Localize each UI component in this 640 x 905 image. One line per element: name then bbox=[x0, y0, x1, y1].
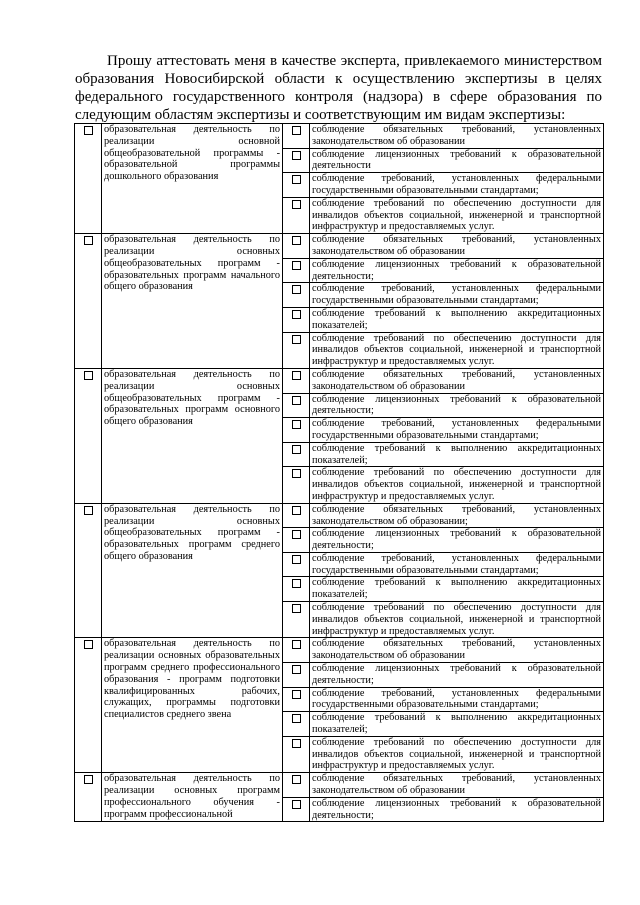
expertise-checkbox[interactable] bbox=[292, 604, 301, 613]
expertise-checkbox[interactable] bbox=[292, 469, 301, 478]
area-label: образовательная деятельность по реализации основных образовательных программ среднего профессионального образования - программ подготовки квалифицированных рабочих, служащих, программы подготовки специалистов среднего звена bbox=[104, 638, 280, 721]
expertise-checkbox[interactable] bbox=[292, 800, 301, 809]
expertise-checkbox[interactable] bbox=[292, 665, 301, 674]
expertise-label: соблюдение обязательных требований, установленных законодательством об образовании bbox=[310, 773, 604, 798]
request-text: Прошу аттестовать меня в качестве эксперта, привлекаемого министерством образования Новосибирской области к осуществлению экспертизы в целях федерального государственного контроля (надзора) в сфере образования по следующим областям экспертизы и соответствующим им видам экспертизы: bbox=[75, 53, 602, 123]
expertise-checkbox-cell bbox=[283, 258, 310, 283]
expertise-row bbox=[75, 638, 604, 663]
area-label: образовательная деятельность по реализации основных общеобразовательных программ - образовательных программ среднего общего образования bbox=[104, 503, 280, 562]
expertise-label: соблюдение лицензионных требований к образовательной деятельности; bbox=[310, 797, 604, 822]
expertise-checkbox[interactable] bbox=[292, 555, 301, 564]
area-cell bbox=[102, 638, 283, 773]
expertise-checkbox-cell bbox=[283, 638, 310, 663]
expertise-areas-table bbox=[74, 123, 604, 822]
expertise-label: соблюдение требований к выполнению аккредитационных показателей; bbox=[310, 307, 604, 332]
area-checkbox-cell bbox=[75, 638, 102, 773]
area-label: образовательная деятельность по реализации основных общеобразовательных программ - образовательных программ начального общего образования bbox=[104, 234, 280, 293]
expertise-checkbox-cell bbox=[283, 173, 310, 198]
area-checkbox[interactable] bbox=[84, 236, 93, 245]
expertise-checkbox-cell bbox=[283, 552, 310, 577]
expertise-checkbox[interactable] bbox=[292, 151, 301, 160]
expertise-checkbox-cell bbox=[283, 602, 310, 638]
expertise-checkbox-cell bbox=[283, 577, 310, 602]
expertise-label: соблюдение требований по обеспечению доступности для инвалидов объектов социальной, инженерной и транспортной инфраструктур и предоставляемых услуг. bbox=[310, 736, 604, 772]
expertise-checkbox-cell bbox=[283, 197, 310, 233]
expertise-checkbox-cell bbox=[283, 736, 310, 772]
expertise-checkbox-cell bbox=[283, 712, 310, 737]
expertise-checkbox[interactable] bbox=[292, 285, 301, 294]
expertise-checkbox[interactable] bbox=[292, 335, 301, 344]
expertise-label: соблюдение обязательных требований, установленных законодательством об образовании bbox=[310, 234, 604, 259]
expertise-label: соблюдение требований к выполнению аккредитационных показателей; bbox=[310, 712, 604, 737]
expertise-row bbox=[75, 773, 604, 798]
expertise-checkbox[interactable] bbox=[292, 261, 301, 270]
area-cell bbox=[102, 234, 283, 369]
expertise-checkbox[interactable] bbox=[292, 506, 301, 515]
area-cell bbox=[102, 124, 283, 234]
expertise-row bbox=[75, 368, 604, 393]
area-cell bbox=[102, 773, 283, 822]
expertise-checkbox[interactable] bbox=[292, 690, 301, 699]
expertise-checkbox[interactable] bbox=[292, 420, 301, 429]
expertise-checkbox-cell bbox=[283, 663, 310, 688]
area-checkbox-cell bbox=[75, 773, 102, 822]
expertise-row bbox=[75, 234, 604, 259]
expertise-label: соблюдение требований, установленных федеральными государственными образовательными стандартами; bbox=[310, 283, 604, 308]
expertise-checkbox[interactable] bbox=[292, 396, 301, 405]
expertise-label: соблюдение требований по обеспечению доступности для инвалидов объектов социальной, инженерной и транспортной инфраструктур и предоставляемых услуг. bbox=[310, 467, 604, 503]
expertise-checkbox[interactable] bbox=[292, 530, 301, 539]
expertise-label: соблюдение обязательных требований, установленных законодательством об образовании; bbox=[310, 503, 604, 528]
expertise-checkbox-cell bbox=[283, 332, 310, 368]
expertise-checkbox[interactable] bbox=[292, 445, 301, 454]
expertise-label: соблюдение обязательных требований, установленных законодательством об образовании bbox=[310, 124, 604, 149]
area-checkbox-cell bbox=[75, 124, 102, 234]
expertise-checkbox-cell bbox=[283, 148, 310, 173]
area-cell bbox=[102, 368, 283, 503]
expertise-label: соблюдение требований, установленных федеральными государственными образовательными стандартами; bbox=[310, 418, 604, 443]
expertise-checkbox[interactable] bbox=[292, 310, 301, 319]
area-label: образовательная деятельность по реализации основных общеобразовательных программ - образовательных программ основного общего образования bbox=[104, 368, 280, 428]
expertise-row bbox=[75, 124, 604, 149]
area-cell bbox=[102, 503, 283, 638]
area-checkbox[interactable] bbox=[84, 126, 93, 135]
expertise-label: соблюдение обязательных требований, установленных законодательством об образовании bbox=[310, 368, 604, 393]
expertise-label: соблюдение требований, установленных федеральными государственными образовательными стандартами; bbox=[310, 552, 604, 577]
expertise-checkbox[interactable] bbox=[292, 371, 301, 380]
expertise-checkbox-cell bbox=[283, 687, 310, 712]
expertise-checkbox[interactable] bbox=[292, 739, 301, 748]
expertise-checkbox[interactable] bbox=[292, 714, 301, 723]
expertise-checkbox-cell bbox=[283, 467, 310, 503]
expertise-checkbox[interactable] bbox=[292, 640, 301, 649]
expertise-checkbox-cell bbox=[283, 393, 310, 418]
expertise-label: соблюдение требований по обеспечению доступности для инвалидов объектов социальной, инженерной и транспортной инфраструктур и предоставляемых услуг. bbox=[310, 197, 604, 233]
expertise-label: соблюдение лицензионных требований к образовательной деятельности; bbox=[310, 663, 604, 688]
expertise-label: соблюдение требований к выполнению аккредитационных показателей; bbox=[310, 442, 604, 467]
expertise-label: соблюдение обязательных требований, установленных законодательством об образовании bbox=[310, 638, 604, 663]
expertise-label: соблюдение требований, установленных федеральными государственными образовательными стандартами; bbox=[310, 687, 604, 712]
request-paragraph bbox=[75, 52, 602, 124]
expertise-checkbox-cell bbox=[283, 368, 310, 393]
expertise-checkbox-cell bbox=[283, 528, 310, 553]
expertise-checkbox-cell bbox=[283, 773, 310, 798]
expertise-label: соблюдение требований к выполнению аккредитационных показателей; bbox=[310, 577, 604, 602]
expertise-label: соблюдение требований, установленных федеральными государственными образовательными стандартами; bbox=[310, 173, 604, 198]
area-checkbox-cell bbox=[75, 368, 102, 503]
expertise-checkbox-cell bbox=[283, 307, 310, 332]
expertise-checkbox-cell bbox=[283, 442, 310, 467]
area-checkbox-cell bbox=[75, 503, 102, 638]
expertise-label: соблюдение лицензионных требований к образовательной деятельности; bbox=[310, 258, 604, 283]
expertise-label: соблюдение лицензионных требований к образовательной деятельности; bbox=[310, 393, 604, 418]
expertise-label: соблюдение требований по обеспечению доступности для инвалидов объектов социальной, инженерной и транспортной инфраструктур и предоставляемых услуг. bbox=[310, 602, 604, 638]
expertise-label: соблюдение требований по обеспечению доступности для инвалидов объектов социальной, инженерной и транспортной инфраструктур и предоставляемых услуг. bbox=[310, 332, 604, 368]
expertise-checkbox-cell bbox=[283, 283, 310, 308]
area-checkbox[interactable] bbox=[84, 775, 93, 784]
area-label: образовательная деятельность по реализации основных программ профессионального обучения - программ профессиональной bbox=[104, 773, 280, 820]
expertise-checkbox[interactable] bbox=[292, 579, 301, 588]
expertise-checkbox-cell bbox=[283, 418, 310, 443]
area-label: образовательная деятельность по реализации основной общеобразовательной программы - образовательной программы дошкольного образования bbox=[104, 124, 280, 183]
expertise-checkbox[interactable] bbox=[292, 236, 301, 245]
expertise-checkbox-cell bbox=[283, 503, 310, 528]
expertise-label: соблюдение лицензионных требований к образовательной деятельности bbox=[310, 148, 604, 173]
expertise-checkbox[interactable] bbox=[292, 200, 301, 209]
area-checkbox[interactable] bbox=[84, 640, 93, 649]
expertise-checkbox-cell bbox=[283, 234, 310, 259]
expertise-checkbox[interactable] bbox=[292, 126, 301, 135]
expertise-checkbox[interactable] bbox=[292, 775, 301, 784]
expertise-checkbox-cell bbox=[283, 797, 310, 822]
expertise-label: соблюдение лицензионных требований к образовательной деятельности; bbox=[310, 528, 604, 553]
area-checkbox[interactable] bbox=[84, 371, 93, 380]
expertise-checkbox-cell bbox=[283, 124, 310, 149]
expertise-checkbox[interactable] bbox=[292, 175, 301, 184]
area-checkbox-cell bbox=[75, 234, 102, 369]
area-checkbox[interactable] bbox=[84, 506, 93, 515]
expertise-row bbox=[75, 503, 604, 528]
